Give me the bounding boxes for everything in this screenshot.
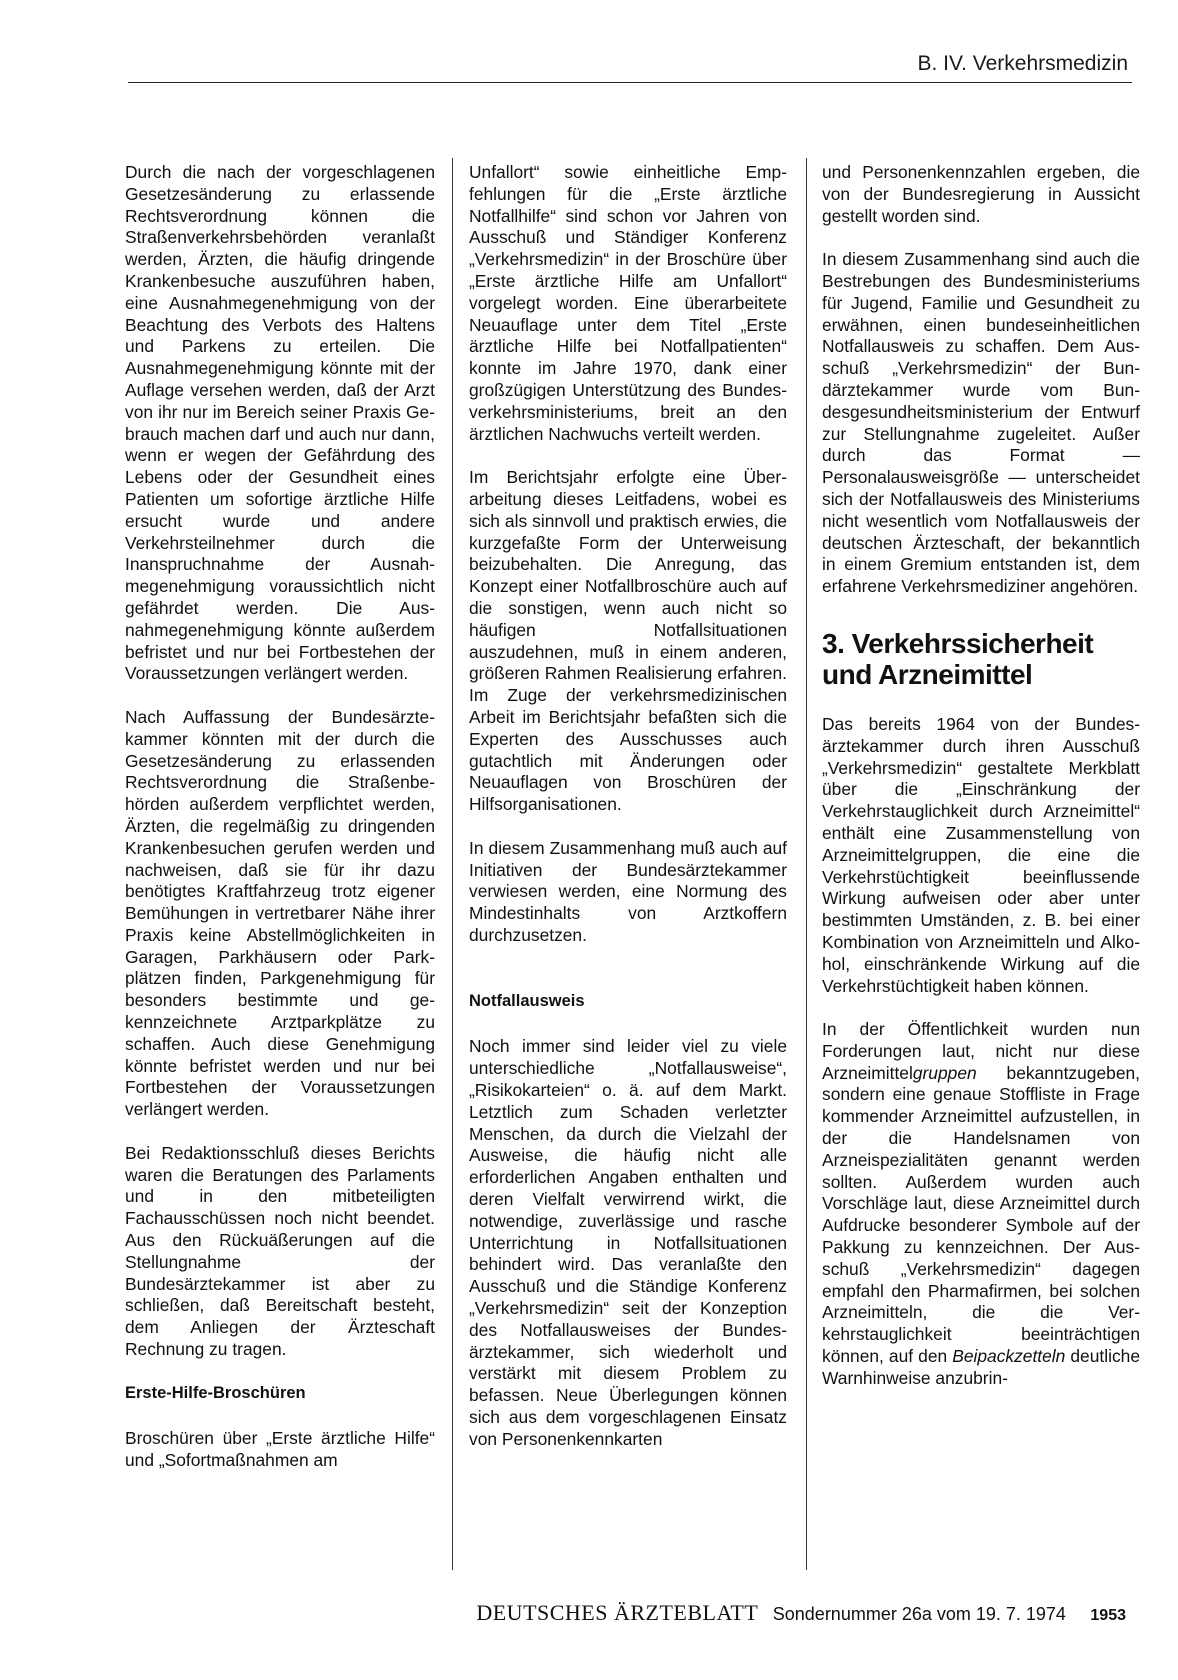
issue-info: Sondernummer 26a vom 19. 7. 1974 (772, 1604, 1066, 1624)
paragraph: Durch die nach der vorgeschlagenen Gesetzesänderung zu erlassende Rechtsverordnung können die Straßenverkehrsbehörden veranlaßt werden, Ärzten, die häufig dringende Krankenbesuche auszuführen haben, eine Ausnahmegenehmigung von der Beachtung des Verbots des Haltens und Parkens zu erteilen. Die Ausnahmegenehmigung könnte mit der Auflage versehen werden, daß der Arzt von ihr nur im Bereich seiner Praxis Gebrauch machen darf und auch nur dann, wenn er wegen der Gefährdung des Lebens oder der Gesundheit eines Patienten um sofortige ärztliche Hilfe ersucht wurde und andere Verkehrsteilnehmer durch die Inanspruchnahme der Ausnahmegenehmigung voraussichtlich nicht gefährdet werden. Die Ausnahmegenehmigung könnte außerdem befristet und nur bei Fortbestehen der Voraussetzungen verlängert werden. (125, 162, 435, 684)
paragraph: Broschüren über „Erste ärztliche Hilfe“ und „Sofortmaßnahmen am (125, 1428, 435, 1471)
text-run: bekanntzugeben, sondern eine genaue Stoffliste in Frage kommender Arzneimittel aufzustellen, in der die Handelsnamen von Arzneispezialitäten genannt werden sollten. Außerdem wurden auch Vorschläge laut, diese Arzneimittel durch Aufdrucke besonderer Symbole auf der Pakkung zu kennzeichnen. Der Ausschuß „Verkehrsmedizin“ dagegen empfahl den Pharmafirmen, bei solchen Arzneimitteln, die die Verkehrstauglichkeit beeinträchtigen können, auf den (822, 1062, 1140, 1367)
section-header: B. IV. Verkehrsmedizin (917, 52, 1128, 75)
subheading: Erste-Hilfe-Broschüren (125, 1383, 306, 1402)
page-number: 1953 (1090, 1607, 1126, 1624)
paragraph: Nach Auffassung der Bundesärztekammer könnten mit der durch die Gesetzesänderung zu erlassenden Rechtsverordnung die Straßenbehörden außerdem verpflichtet werden, Ärzten, die regelmäßig zu dringenden Krankenbesuchen gerufen werden und nachweisen, daß sie für ihr dazu benötigtes Kraftfahrzeug trotz eigener Bemühungen in vertretbarer Nähe ihrer Praxis keine Abstellmöglichkeiten in Garagen, Parkhäusern oder Parkplätzen finden, Parkgenehmigung für besonders bestimmte und gekennzeichnete Arztparkplätze zu schaffen. Auch diese Genehmigung könnte befristet werden und nur bei Fortbestehen der Voraussetzungen verlängert werden. (125, 706, 435, 1120)
paragraph (822, 1019, 1140, 1390)
text-run: In der Öffentlichkeit wurden nun Forderungen laut, nicht nur diese Arzneimittel (822, 1019, 1140, 1083)
column-1 (125, 162, 435, 1472)
paragraph: In diesem Zusammenhang muß auch auf Initiativen der Bundesärztekammer verwiesen werden, eine Normung des Mindestinhalts von Arztkoffern durchzusetzen. (469, 837, 787, 945)
paragraph: und Personenkennzahlen ergeben, die von der Bundesregierung in Aussicht gestellt worden sind. (822, 162, 1140, 226)
column-2 (469, 162, 787, 1451)
subheading: Notfallausweis (469, 991, 585, 1010)
text-run: deutliche Warnhinweise anzubrin- (822, 1346, 1140, 1388)
column-divider (806, 158, 807, 1570)
paragraph: In diesem Zusammenhang sind auch die Bestrebungen des Bundesministeriums für Jugend, Familie und Gesundheit zu erwähnen, einen bundeseinheitlichen Notfallausweis zu schaffen. Dem Ausschuß „Verkehrsmedizin“ der Bundärztekammer wurde vom Bundesgesundheitsministerium der Entwurf zur Stellungnahme zugeleitet. Außer durch das Format — Personalausweisgröße — unterscheidet sich der Notfallausweis des Ministeriums nicht wesentlich vom Notfallausweis der deutschen Ärzteschaft, der bekanntlich in einem Gremium entstanden ist, dem erfahrene Verkehrsmediziner angehören. (822, 249, 1140, 597)
section-heading: 3. Verkehrssicherheit und Arzneimittel (822, 627, 1094, 690)
column-divider (452, 158, 453, 1570)
emphasis: gruppen (912, 1062, 977, 1083)
header-rule (128, 82, 1132, 83)
paragraph: Bei Redaktionsschluß dieses Berichts waren die Beratungen des Parlaments und in den mitbeteiligten Fachausschüssen noch nicht beendet. Aus den Rückuäßerungen auf die Stellungnahme der Bundesärztekammer ist aber zu schließen, daß Bereitschaft besteht, dem Anliegen der Ärzteschaft Rechnung zu tragen. (125, 1142, 435, 1360)
column-3 (822, 162, 1140, 1390)
emphasis: Beipackzetteln (952, 1346, 1066, 1367)
paragraph: Das bereits 1964 von der Bundesärztekammer durch ihren Ausschuß „Verkehrsmedizin“ gestaltete Merkblatt über die „Einschränkung der Verkehrstauglichkeit durch Arzneimittel“ enthält eine Zusammenstellung von Arzneimittelgruppen, die eine die Verkehrstüchtigkeit beeinflussende Wirkung aufweisen oder aber unter bestimmten Umständen, z. B. bei einer Kombination von Arzneimitteln und Alkohol, einschränkende Wirkung auf die Verkehrstüchtigkeit haben können. (822, 713, 1140, 996)
masthead: DEUTSCHES ÄRZTEBLATT (476, 1600, 759, 1625)
paragraph: Unfallort“ sowie einheitliche Empfehlungen für die „Erste ärztliche Notfallhilfe“ sind schon vor Jahren von Ausschuß und Ständiger Konferenz „Verkehrsmedizin“ in der Broschüre über „Erste ärztliche Hilfe am Unfallort“ vorgelegt worden. Eine überarbeitete Neuauflage unter dem Titel „Erste ärztliche Hilfe bei Notfallpatienten“ konnte im Jahre 1970, dank einer großzügigen Unterstützung des Bundesverkehrsministeriums, breit an den ärztlichen Nachwuchs verteilt werden. (469, 162, 787, 444)
paragraph: Noch immer sind leider viel zu viele unterschiedliche „Notfallausweise“, „Risikokarteien“ o. ä. auf dem Markt. Letztlich zum Schaden verletzter Menschen, da durch die Vielzahl der Ausweise, die häufig nicht alle erforderlichen Angaben enthalten und deren Vielfalt verwirrend wirkt, die notwendige, zuverlässige und rasche Unterrichtung in Notfallsituationen behindert wird. Das veranlaßte den Ausschuß und die Ständige Konferenz „Verkehrsmedizin“ seit der Konzeption des Notfallausweises der Bundesärztekammer, sich wiederholt und verstärkt mit diesem Problem zu befassen. Neue Überlegungen können sich aus dem vorgeschlagenen Einsatz von Personenkennkarten (469, 1036, 787, 1449)
paragraph: Im Berichtsjahr erfolgte eine Überarbeitung dieses Leitfadens, wobei es sich als sinnvoll und praktisch erwies, die kurzgefaßte Form der Unterweisung beizubehalten. Die Anregung, das Konzept einer Notfallbroschüre auch auf die sonstigen, wenn auch nicht so häufigen Notfallsituationen auszudehnen, muß in einem anderen, größeren Rahmen Realisierung erfahren. Im Zuge der verkehrsmedizinischen Arbeit im Berichtsjahr befaßten sich die Experten des Ausschusses auch gutachtlich mit Änderungen oder Neuauflagen von Broschüren der Hilfsorganisationen. (469, 467, 787, 815)
footer (476, 1600, 1126, 1626)
